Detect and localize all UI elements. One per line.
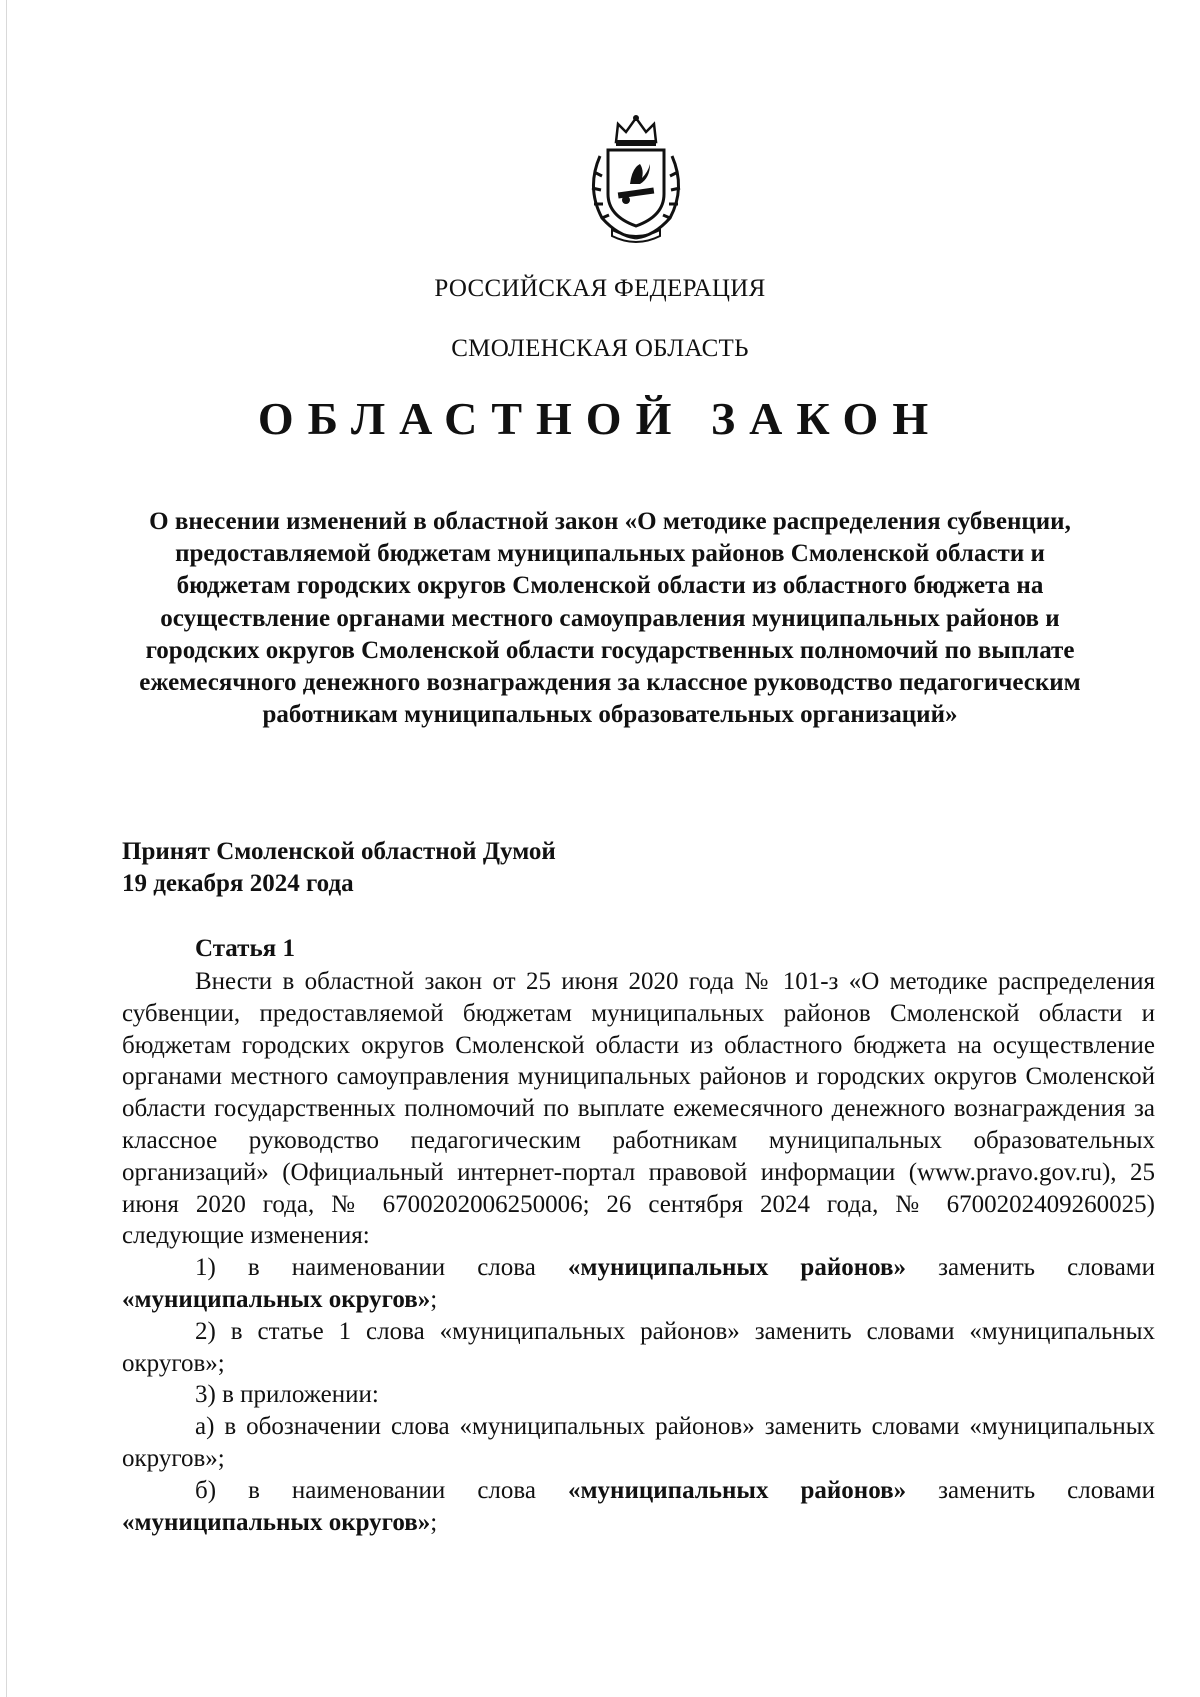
document-type: ОБЛАСТНОЙ ЗАКОН bbox=[257, 393, 943, 444]
item-1-old-words: «муниципальных районов» bbox=[567, 1254, 907, 1282]
item-1-prefix: 1) в наименовании слова bbox=[195, 1254, 568, 1282]
article-1-heading: Статья 1 bbox=[195, 935, 295, 962]
country-name: РОССИЙСКАЯ ФЕДЕРАЦИЯ bbox=[434, 275, 766, 302]
item-1-suffix: ; bbox=[430, 1285, 438, 1313]
adoption-info bbox=[122, 836, 556, 900]
item-1-middle: заменить словами bbox=[906, 1254, 1155, 1282]
smolensk-coat-of-arms-icon bbox=[578, 112, 694, 248]
item-1-new-words: «муниципальных округов» bbox=[122, 1285, 431, 1313]
item-3b-middle: заменить словами bbox=[906, 1476, 1155, 1504]
region-name: СМОЛЕНСКАЯ ОБЛАСТЬ bbox=[451, 335, 749, 362]
adoption-body: Принят Смоленской областной Думой bbox=[122, 838, 556, 865]
item-3b-prefix: б) в наименовании слова bbox=[195, 1476, 569, 1504]
article-1-intro: Внести в областной закон от 25 июня 2020 года № 101-з «О методике распределения субвенции, предоставляемой бюджетам муниципальных районов Смоленской области и бюджетам городских округов Смоленской области из областного бюджета на осуществление органами местного самоуправления муниципальных районов и городских округов Смоленской области государственных полномочий по выплате ежемесячного денежного вознаграждения за классное руководство педагогическим работникам муниципальных образовательных организаций» (Официальный интернет-портал правовой информации (www.pravo.gov.ru), 25 июня 2020 года, № 6700202006250006; 26 сентября 2024 года, № 6700202409260025) следующие изменения: bbox=[122, 968, 1155, 1250]
article-1-item-1 bbox=[122, 1252, 1155, 1316]
article-1-item-3b bbox=[122, 1475, 1155, 1539]
article-1-item-2: 2) в статье 1 слова «муниципальных районов» заменить словами «муниципальных округов»; bbox=[122, 1317, 1155, 1377]
adoption-date: 19 декабря 2024 года bbox=[122, 870, 354, 897]
law-title: О внесении изменений в областной закон «О методике распределения субвенции, предоставляемой бюджетам муниципальных районов Смоленской области и бюджетам городских округов Смоленской области из областного бюджета на осуществление органами местного самоуправления муниципальных районов и городских округов Смоленской области государственных полномочий по выплате ежемесячного денежного вознаграждения за классное руководство педагогическим работникам муниципальных образовательных организаций» bbox=[139, 508, 1081, 729]
item-3b-suffix: ; bbox=[430, 1508, 438, 1536]
article-1-body bbox=[122, 966, 1155, 1538]
scan-edge-line bbox=[6, 0, 7, 1697]
article-1-item-3: 3) в приложении: bbox=[195, 1381, 379, 1409]
article-1-item-3a: а) в обозначении слова «муниципальных районов» заменить словами «муниципальных округов»; bbox=[122, 1413, 1155, 1472]
item-3b-new-words: «муниципальных округов» bbox=[122, 1508, 431, 1536]
item-3b-old-words: «муниципальных районов» bbox=[568, 1476, 907, 1504]
